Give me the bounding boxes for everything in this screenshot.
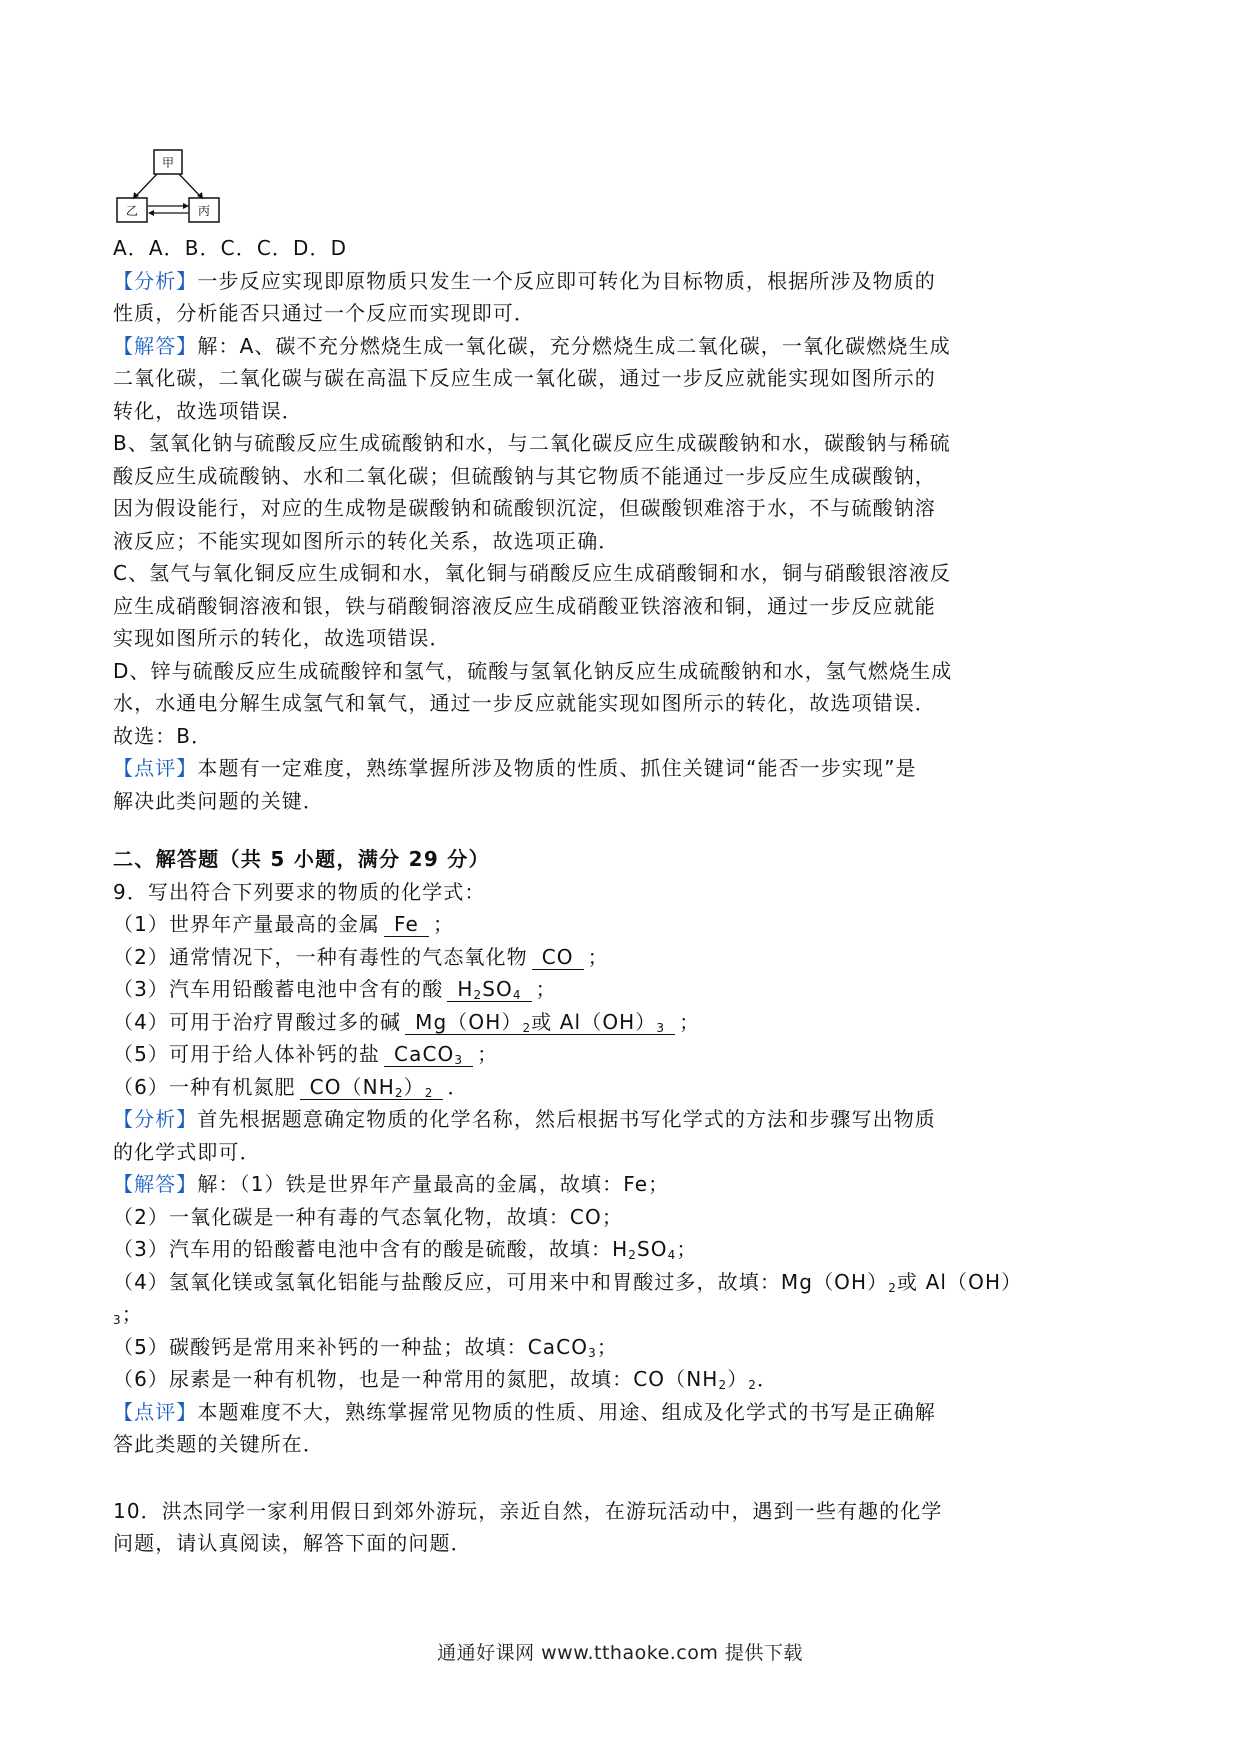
q9-solution-line xyxy=(113,1266,1133,1299)
subscript: 3 xyxy=(113,1313,122,1327)
item-text: （6）一种有机氮肥 xyxy=(113,1074,296,1099)
q9-solution-line xyxy=(113,1331,1133,1364)
q8-solution-line: B、氢氧化钠与硫酸反应生成硫酸钠和水，与二氧化碳反应生成碳酸钠和水，碳酸钠与稀硫 xyxy=(113,431,951,455)
q9-solution-line xyxy=(113,1168,1133,1201)
page-content xyxy=(113,148,1133,1560)
punct: ． xyxy=(447,1074,469,1099)
section-title: 二、解答题（共 5 小题，满分 29 分） xyxy=(113,847,490,871)
item-text: （4）可用于治疗胃酸过多的碱 xyxy=(113,1009,402,1034)
q8-solution-line: 转化，故选项错误． xyxy=(113,398,303,423)
q8-solution-line: C、氢气与氧化铜反应生成铜和水，氧化铜与硝酸反应生成硝酸铜和水，铜与硝酸银溶液反 xyxy=(113,561,951,585)
item-text: （5）可用于给人体补钙的盐 xyxy=(113,1042,381,1066)
subscript: 2 xyxy=(628,1248,638,1262)
formula: SO xyxy=(637,1237,668,1261)
diagram-arrow-top-right xyxy=(179,174,201,197)
subscript: 3 xyxy=(588,1345,597,1360)
formula: H xyxy=(457,977,474,1001)
answer-blank: CO xyxy=(532,945,584,970)
q9-comment-line: 答此类题的关键所在． xyxy=(113,1432,324,1456)
diagram-arrow-top-left xyxy=(135,174,157,197)
subscript: 2 xyxy=(424,1085,434,1100)
q9-analysis-line xyxy=(113,1103,1133,1136)
punct: ； xyxy=(587,944,609,969)
q8-options: A．A．B．C．C．D．D xyxy=(113,236,348,260)
answer-blank xyxy=(405,1010,675,1035)
q8-answer-choice: 故选：B． xyxy=(113,723,213,748)
formula: ） xyxy=(403,1074,425,1099)
q8-solution-line: 实现如图所示的转化，故选项错误． xyxy=(113,626,451,650)
spacer xyxy=(113,1461,1133,1495)
punct: ； xyxy=(121,1302,143,1326)
conversion-diagram xyxy=(115,148,225,224)
formula: SO xyxy=(482,977,513,1001)
q8-solution-line: 液反应；不能实现如图所示的转化关系，故选项正确． xyxy=(113,528,620,553)
q9-item xyxy=(113,973,1133,1006)
item-text: （1）世界年产量最高的金属 xyxy=(113,912,381,936)
punct: ． xyxy=(757,1367,779,1391)
q9-solution-line xyxy=(113,1363,1133,1396)
solution-text: 解：A、碳不充分燃烧生成一氧化碳，充分燃烧生成二氧化碳，一氧化碳燃烧生成 xyxy=(197,333,951,358)
spacer xyxy=(113,817,1133,843)
subscript: 2 xyxy=(748,1378,758,1392)
q9-solution-line: （2）一氧化碳是一种有毒的气态氧化物，故填：CO； xyxy=(113,1204,623,1229)
q9-analysis-line: 的化学式即可． xyxy=(113,1139,261,1164)
q8-comment-line xyxy=(113,752,1133,785)
q8-analysis-line: 性质，分析能否只通过一个反应而实现即可． xyxy=(113,301,535,325)
solution-tag: 【解答】 xyxy=(113,333,198,358)
subscript: 2 xyxy=(888,1280,898,1295)
item-text: （2）通常情况下，一种有毒性的气态氧化物 xyxy=(113,944,528,969)
answer-blank: Fe xyxy=(384,912,429,937)
subscript: 2 xyxy=(718,1378,728,1392)
q8-solution-line: D、锌与硫酸反应生成硫酸锌和氢气，硫酸与氢氧化钠反应生成硫酸钠和水，氢气燃烧生成 xyxy=(113,658,953,683)
footer-download-note: 通通好课网 www.tthaoke.com 提供下载 xyxy=(437,1642,803,1664)
q8-solution-line: 酸反应生成硫酸钠、水和二氧化碳；但硫酸钠与其它物质不能通过一步反应生成碳酸钠， xyxy=(113,463,936,488)
subscript: 3 xyxy=(454,1053,464,1067)
diagram-label-top: 甲 xyxy=(161,156,175,170)
arrowhead xyxy=(148,210,154,216)
punct: ； xyxy=(679,1009,701,1034)
formula: 或 Al（OH） xyxy=(531,1009,657,1034)
punct: ； xyxy=(432,912,455,936)
analysis-text: 首先根据题意确定物质的化学名称，然后根据书写化学式的方法和步骤写出物质 xyxy=(197,1107,936,1131)
q8-solution-line xyxy=(113,330,1133,363)
subscript: 4 xyxy=(512,988,522,1002)
q9-item xyxy=(113,941,1133,974)
q8-solution-line: 因为假设能行，对应的生成物是碳酸钠和硫酸钡沉淀，但碳酸钡难溶于水，不与硫酸钠溶 xyxy=(113,496,936,520)
punct: ； xyxy=(477,1042,499,1066)
q8-solution-line: 二氧化碳，二氧化碳与碳在高温下反应生成一氧化碳，通过一步反应就能实现如图所示的 xyxy=(113,366,936,390)
q9-item xyxy=(113,1038,1133,1071)
punct: ； xyxy=(676,1237,698,1261)
arrowhead xyxy=(183,203,189,209)
formula: Mg（OH） xyxy=(415,1009,523,1034)
q9-stem: 9．写出符合下列要求的物质的化学式： xyxy=(113,879,486,904)
punct: ； xyxy=(535,977,557,1001)
analysis-tag: 【分析】 xyxy=(113,1107,198,1131)
q8-solution-line: 应生成硝酸铜溶液和银，铁与硝酸铜溶液反应生成硝酸亚铁溶液和铜，通过一步反应就能 xyxy=(113,593,936,618)
q8-analysis-line xyxy=(113,265,1133,298)
formula: ） xyxy=(727,1367,749,1391)
punct: ； xyxy=(596,1334,618,1359)
solution-text: （5）碳酸钙是常用来补钙的一种盐；故填：CaCO xyxy=(113,1334,589,1359)
subscript: 3 xyxy=(656,1020,666,1035)
q9-comment-line xyxy=(113,1396,1133,1429)
subscript: 4 xyxy=(667,1248,677,1262)
comment-text: 本题难度不大，熟练掌握常见物质的性质、用途、组成及化学式的书写是正确解 xyxy=(197,1399,936,1424)
solution-text: 解：（1）铁是世界年产量最高的金属，故填：Fe； xyxy=(197,1172,670,1196)
answer-blank xyxy=(384,1042,473,1067)
q8-comment-line: 解决此类问题的关键． xyxy=(113,788,324,813)
solution-tag: 【解答】 xyxy=(113,1172,198,1196)
solution-text: （6）尿素是一种有机物，也是一种常用的氮肥，故填：CO（NH xyxy=(113,1367,719,1391)
formula: 或 Al（OH） xyxy=(897,1269,1023,1294)
solution-text: （3）汽车用的铅酸蓄电池中含有的酸是硫酸，故填：H xyxy=(113,1237,629,1261)
q9-solution-line xyxy=(113,1298,1133,1331)
solution-text: （4）氢氧化镁或氢氧化铝能与盐酸反应，可用来中和胃酸过多，故填：Mg（OH） xyxy=(113,1269,889,1294)
diagram-label-left: 乙 xyxy=(125,204,139,218)
analysis-tag: 【分析】 xyxy=(113,268,198,293)
q9-item xyxy=(113,1006,1133,1039)
comment-text: 本题有一定难度，熟练掌握所涉及物质的性质、抓住关键词“能否一步实现”是 xyxy=(197,756,917,780)
comment-tag: 【点评】 xyxy=(113,756,198,780)
q9-solution-line xyxy=(113,1233,1133,1266)
item-text: （3）汽车用铅酸蓄电池中含有的酸 xyxy=(113,977,444,1001)
analysis-text: 一步反应实现即原物质只发生一个反应即可转化为目标物质，根据所涉及物质的 xyxy=(197,268,936,293)
q8-solution-line: 水，水通电分解生成氢气和氧气，通过一步反应就能实现如图所示的转化，故选项错误． xyxy=(113,691,936,715)
formula: CaCO xyxy=(394,1042,455,1066)
q9-item xyxy=(113,908,1133,941)
q9-item xyxy=(113,1071,1133,1104)
subscript: 2 xyxy=(394,1085,404,1100)
diagram-label-right: 丙 xyxy=(197,204,211,218)
answer-blank xyxy=(447,977,531,1002)
q10-line: 问题，请认真阅读，解答下面的问题． xyxy=(113,1531,472,1555)
formula: CO（NH xyxy=(309,1074,395,1099)
answer-blank xyxy=(300,1075,444,1100)
comment-tag: 【点评】 xyxy=(113,1399,198,1424)
subscript: 2 xyxy=(473,988,483,1002)
q10-line: 10．洪杰同学一家利用假日到郊外游玩，亲近自然，在游玩活动中，遇到一些有趣的化学 xyxy=(113,1498,943,1523)
subscript: 2 xyxy=(522,1020,532,1035)
